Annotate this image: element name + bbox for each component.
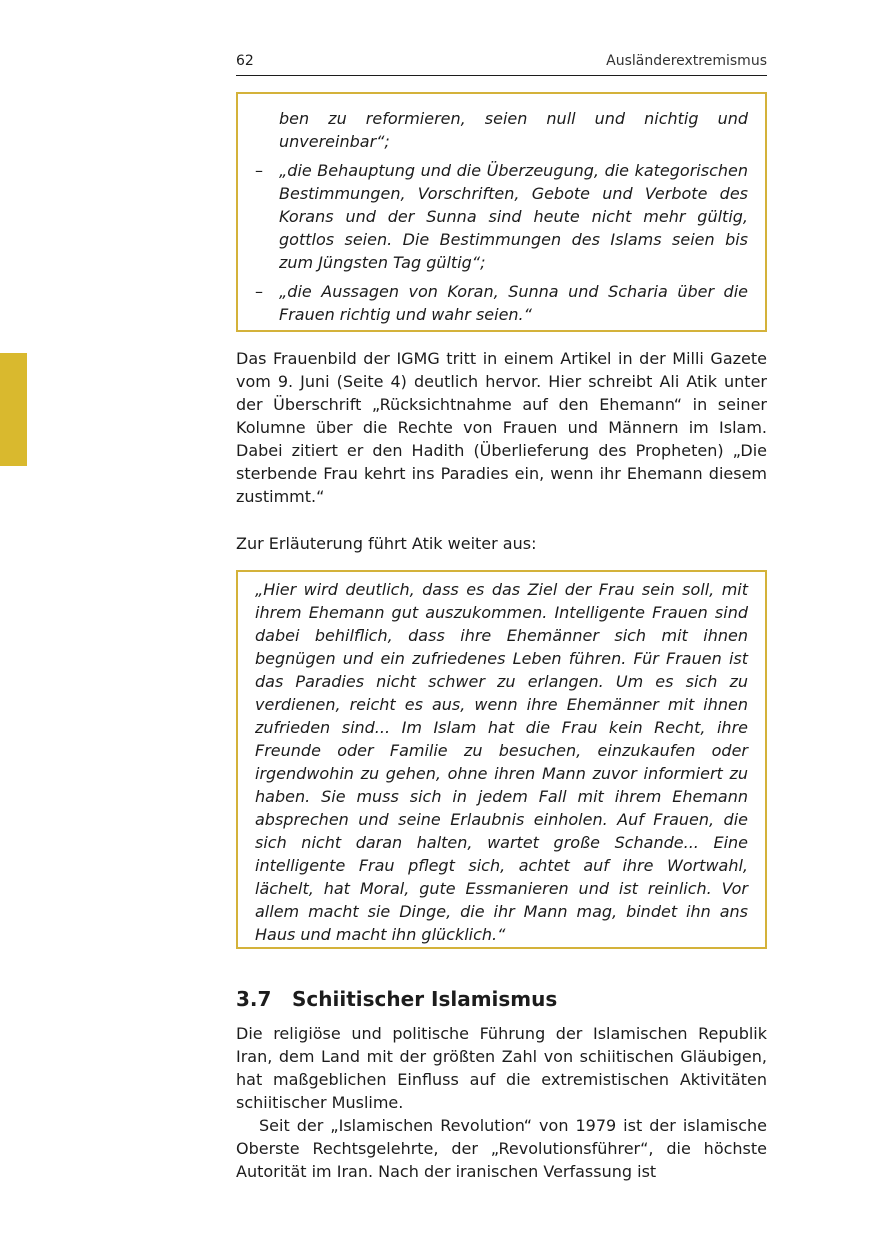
chapter-marker-tab bbox=[0, 353, 27, 466]
paragraph-revolution: Seit der „Islamischen Revolution“ von 1979 ist der islamische Oberste Rechtsgelehrte, der „Revolutionsführer“, die höchste Autorität im Iran. Nach der iranischen Verfassung ist bbox=[236, 1116, 767, 1181]
list-item-continuation bbox=[255, 107, 748, 153]
list-item-text: ben zu reformieren, seien null und nichtig und unvereinbar“; bbox=[279, 109, 748, 151]
paragraph-igmg-frauenbild: Das Frauenbild der IGMG tritt in einem Artikel in der Milli Gazete vom 9. Juni (Seite 4) deutlich hervor. Hier schreibt Ali Atik unter der Überschrift „Rücksichtnahme auf den Ehemann“ in seiner Kolumne über die Rechte von Frauen und Männern im Islam. Dabei zitiert er den Hadith (Überlieferung des Propheten) „Die sterbende Frau kehrt ins Paradies ein, wenn ihr Ehemann diesem zustimmt.“ bbox=[236, 349, 767, 506]
running-header-title: Ausländerextremismus bbox=[606, 53, 767, 69]
list-item-text: „die Behauptung und die Überzeugung, die kategorischen Bestimmungen, Vorschriften, Gebote und Verbote des Korans und der Sunna sind heute nicht mehr gültig, gottlos seien. Die Bestimmungen des Islams seien bis zum Jüngsten Tag gültig“; bbox=[279, 161, 748, 272]
section-heading bbox=[236, 985, 767, 1013]
list-item bbox=[255, 280, 748, 326]
page-number: 62 bbox=[236, 53, 254, 69]
section-title: Schiitischer Islamismus bbox=[292, 987, 558, 1011]
section-number: 3.7 bbox=[236, 987, 272, 1011]
list-item bbox=[255, 159, 748, 274]
quote-box-atik bbox=[236, 570, 767, 949]
paragraph-iran-fuehrung: Die religiöse und politische Führung der Islamischen Republik Iran, dem Land mit der größten Zahl von schiitischen Gläubigen, hat maßgeblichen Einfluss auf die extremistischen Aktivitäten schiitischer Muslime. bbox=[236, 1024, 767, 1112]
quote-text: „Hier wird deutlich, dass es das Ziel der Frau sein soll, mit ihrem Ehemann gut auszukommen. Intelligente Frauen sind dabei behilflich, dass ihre Ehemänner sich mit ihnen begnügen und ein zufriedenes Leben führen. Für Frauen ist das Paradies nicht schwer zu erlangen. Um es sich zu verdienen, reicht es aus, wenn ihre Ehemänner mit ihnen zufrieden sind... Im Islam hat die Frau kein Recht, ihre Freunde oder Familie zu besuchen, einzukaufen oder irgendwohin zu gehen, ohne ihren Mann zuvor informiert zu haben. Sie muss sich in jedem Fall mit ihrem Ehemann absprechen und seine Erlaubnis einholen. Auf Frauen, die sich nicht daran halten, wartet große Schande... Eine intelligente Frau pflegt sich, achtet auf ihre Wortwahl, lächelt, hat Moral, gute Essmanieren und ist reinlich. Vor allem macht sie Dinge, die ihr Mann mag, bindet ihn ans Haus und macht ihn glücklich.“ bbox=[255, 580, 748, 944]
page-header bbox=[236, 50, 767, 76]
list-item-text: „die Aussagen von Koran, Sunna und Scharia über die Frauen richtig und wahr seien.“ bbox=[279, 282, 748, 324]
dash-bullet: – bbox=[255, 282, 263, 301]
dash-bullet: – bbox=[255, 161, 263, 180]
quote-box-decrees bbox=[236, 92, 767, 332]
paragraph-erlaeuterung: Zur Erläuterung führt Atik weiter aus: bbox=[236, 534, 537, 553]
